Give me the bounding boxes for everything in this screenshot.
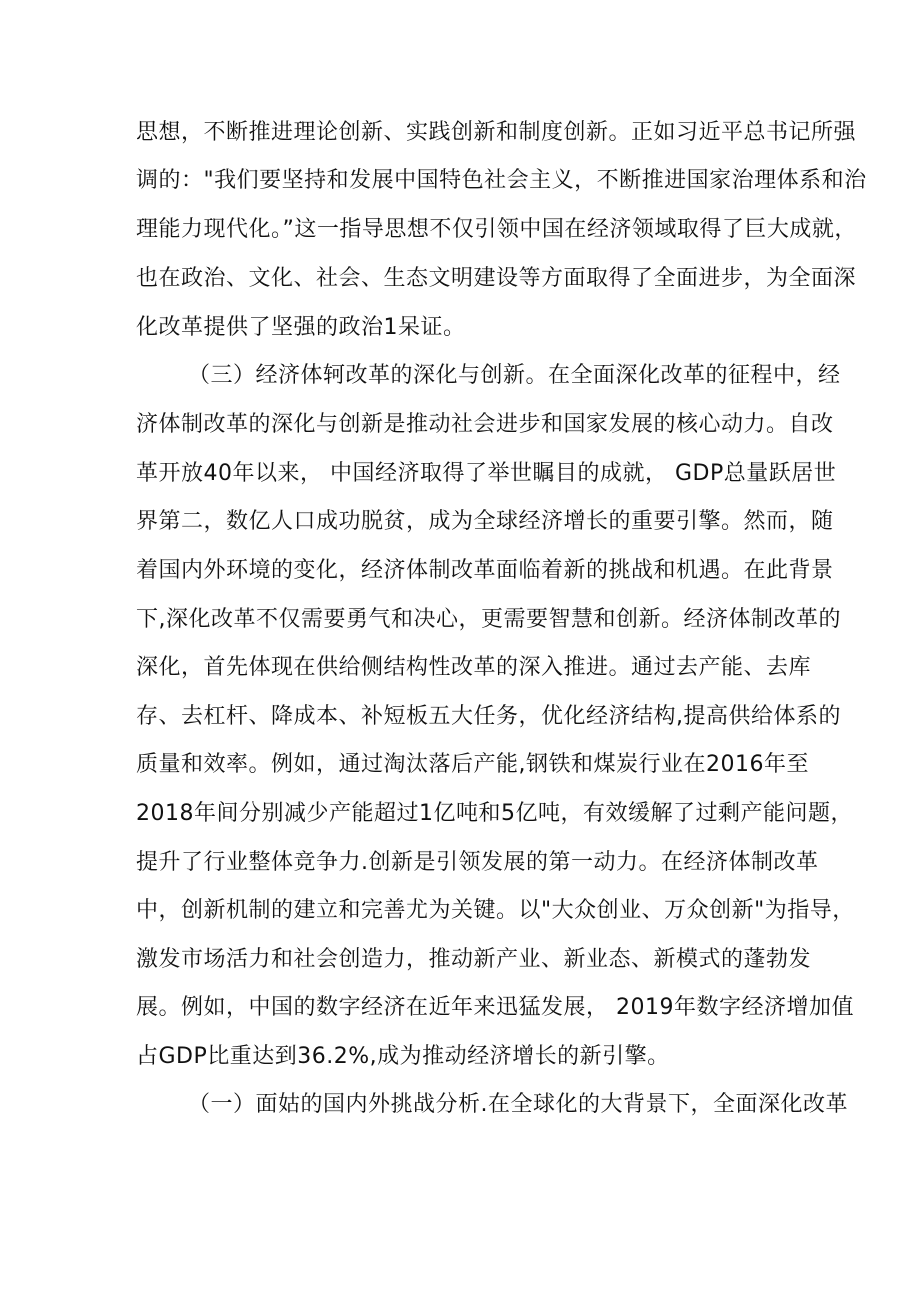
text-line: 提升了行业整体竞争力.创新是引领发展的第一动力。在经济体制改革 — [136, 850, 819, 875]
text-line: 存、去杠杆、降成本、补短板五大任务，优化经济结构,提高供给体系的 — [136, 704, 841, 729]
text-line: 展。例如，中国的数字经济在近年来迅猛发展， 2019年数字经济增加值 — [136, 995, 854, 1020]
text-line: 质量和效率。例如，通过淘汰落后产能,钢铁和煤炭行业在2016年至 — [136, 752, 809, 777]
text-line: 中，创新机制的建立和完善尤为关键。以"大众创业、万众创新"为指导， — [136, 898, 855, 923]
text-line: 下,深化改革不仅需要勇气和决心，更需要智慧和创新。经济体制改革的 — [136, 607, 841, 632]
text-line: 着国内外环境的变化，经济体制改革面临着新的挑战和机遇。在此背景 — [136, 558, 834, 583]
text-line: 思想，不断推进理论创新、实践创新和制度创新。正如习近平总书记所强 — [136, 120, 857, 145]
text-line: 激发市场活力和社会创造力，推动新产业、新业态、新模式的蓬勃发 — [136, 947, 812, 972]
section-heading-1: （一）面姑的国内外挑战分析.在全球化的大背景下，全面深化改革 — [188, 1092, 848, 1117]
text-line: 占GDP比重达到36.2%,成为推动经济增长的新引擎。 — [136, 1044, 670, 1069]
text-line: 深化，首先体现在供给侧结构性改革的深入推进。通过去产能、去库 — [136, 655, 812, 680]
text-line: 济体制改革的深化与创新是推动社会进步和国家发展的核心动力。自改 — [136, 412, 834, 437]
section-heading-3: （三）经济体轲改革的深化与创新。在全面深化改革的征程中，经 — [188, 363, 841, 388]
text-line: 理能力现代化。”这一指导思想不仅引领中国在经济领域取得了巨大成就， — [136, 217, 857, 242]
text-line: 2018年间分别减少产能超过1亿吨和5亿吨，有效缓解了过剩产能问题， — [136, 801, 853, 826]
text-line: 调的："我们要坚持和发展中国特色社会主义，不断推进国家治理体系和治 — [136, 168, 867, 193]
text-line: 革开放40年以来， 中国经济取得了举世瞩目的成就， GDP总量跃居世 — [136, 461, 837, 486]
text-line: 也在政治、文化、社会、生态文明建设等方面取得了全面进步，为全面深 — [136, 266, 857, 291]
text-line: 界第二，数亿人口成功脱贫，成为全球经济增长的重要引擎。然而，随 — [136, 509, 834, 534]
text-line: 化改革提供了坚强的政治1呆证。 — [136, 315, 466, 340]
